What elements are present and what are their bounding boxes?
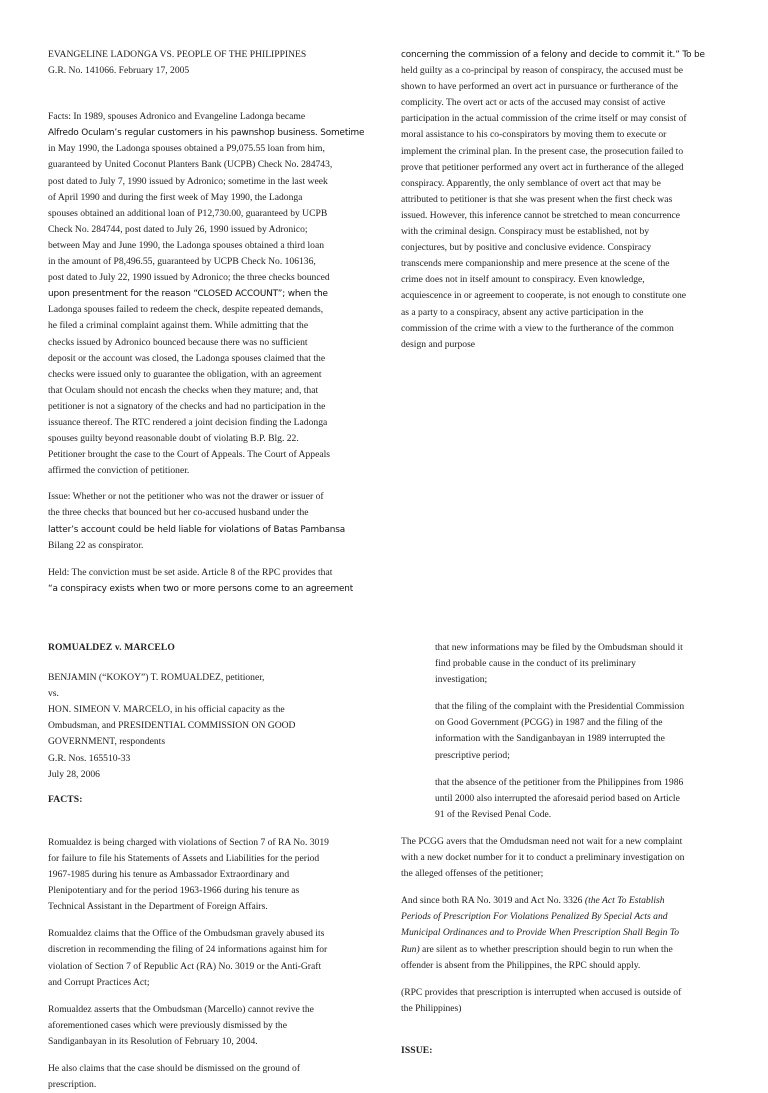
- case1-title: EVANGELINE LADONGA VS. PEOPLE OF THE PHILIPPINES: [48, 49, 307, 60]
- case1-held: Held: The conviction must be set aside. Article 8 of the RPC provides that “a conspiracy exists when two or more persons come to an agreement: [48, 566, 354, 594]
- case2-title: ROMUALDEZ v. MARCELO: [48, 642, 175, 653]
- case1-left-column: [48, 47, 366, 597]
- case2-prescription-paragraph: And since both RA No. 3019 and Act No. 3326 (the Act To Establish Periods of Prescription For Violations Penalized By Special Acts and Municipal Ordinances and to Provide When Prescription Shall Begin To Run) are silent as to whether prescription should begin to run when the offender is absent from the Philippines, the RPC should apply.: [401, 895, 680, 971]
- case2-parties: BENJAMIN (“KOKOY”) T. ROMUALDEZ, petitioner, vs. HON. SIMEON V. MARCELO, in his official capacity as the Ombudsman, and PRESIDENTIAL COMMISSION ON GOOD GOVERNMENT, respondents G.R. Nos. 165510-33 July 28, 2006: [48, 672, 296, 780]
- case2-argument-3: that the absence of the petitioner from the Philippines from 1986 until 2000 also interrupted the aforesaid period based on Article 91 of the Revised Penal Code.: [435, 776, 684, 820]
- case2-left-column: [48, 640, 366, 1093]
- case1-gr-number: G.R. No. 141066. February 17, 2005: [48, 65, 190, 77]
- case2-facts-heading: FACTS:: [48, 793, 83, 805]
- case2-facts-paragraph-1: Romualdez is being charged with violations of Section 7 of RA No. 3019 for failure to file his Statements of Assets and Liabilities for the period 1967-1985 during his tenure as Ambassador Extraordinary and Plenipotentiary and for the period 1963-1966 during his tenure as Technical Assistant in the Department of Foreign Affairs.: [48, 836, 329, 913]
- case1-continued-line-1: concerning the commission of a felony and decide to commit it.” To be: [401, 50, 705, 60]
- case1-issue: Issue: Whether or not the petitioner who was not the drawer or issuer of the three checks that bounced but her co-accused husband under the latter’s account could be held liable for violations of Batas Pambansa Bilang 22 as conspirator.: [48, 491, 346, 551]
- case1-right-column: concerning the commission of a felony and decide to commit it.” To be held guilty as a co-principal by reason of conspiracy, the accused must be shown to have performed an overt act in pursuance or furtherance of the complicity. The overt act or acts of the accused may consist of active participation in the actual commission of the crime itself or may consist of moral assistance to his co-conspirators by moving them to execute or implement the criminal plan. In the present case, the prosecution failed to prove that petitioner performed any overt act in furtherance of the alleged conspiracy. Apparently, the only semblance of overt act that may be attributed to petitioner is that she was present when the first check was issued. However, this inference cannot be stretched to mean concurrence with the criminal design. Conspiracy must be established, not by conjectures, but by positive and conclusive evidence. Conspiracy transcends mere companionship and mere presence at the scene of the crime does not in itself amount to conspiracy. Even knowledge, acquiescence in or agreement to cooperate, is not enough to constitute one as a party to a conspiracy, absent any active participation in the commission of the crime with a view to the furtherance of the common design and purpose: [401, 47, 721, 353]
- case2-facts-paragraph-2: Romualdez claims that the Office of the Ombudsman gravely abused its discretion in recommending the filing of 24 informations against him for violation of Section 7 of Republic Act (RA) No. 3019 or the Anti-Graft and Corrupt Practices Act;: [48, 928, 328, 988]
- case2-right-column: [401, 640, 721, 1059]
- case2-facts-paragraph-3: Romualdez asserts that the Ombudsman (Marcello) cannot revive the aforementioned cases which were previously dismissed by the Sandiganbayan in its Resolution of February 10, 2004.: [48, 1003, 314, 1047]
- case2-rpc-note: (RPC provides that prescription is interrupted when accused is outside of the Philippines): [401, 986, 682, 1014]
- case2-argument-1: that new informations may be filed by the Ombudsman should it find probable cause in the conduct of its preliminary investigation;: [435, 642, 683, 686]
- case2-pcgg-paragraph: The PCGG avers that the Omdudsman need not wait for a new complaint with a new docket number for it to conduct a preliminary investigation on the alleged offenses of the petitioner;: [401, 835, 685, 880]
- case2-issue-heading: ISSUE:: [401, 1044, 433, 1056]
- case2-facts-paragraph-4: He also claims that the case should be dismissed on the ground of prescription.: [48, 1062, 301, 1091]
- case1-facts: Facts: In 1989, spouses Adronico and Evangeline Ladonga became Alfredo Oculam’s regular customers in his pawnshop business. Sometime in May 1990, the Ladonga spouses obtained a P9,075.55 loan from him, guaranteed by United Coconut Planters Bank (UCPB) Check No. 284743, post dated to July 7, 1990 issued by Adronico; sometime in the last week of April 1990 and during the first week of May 1990, the Ladonga spouses obtained an additional loan of P12,730.00, guaranteed by UCPB Check No. 284744, post dated to July 26, 1990 issued by Adronico; between May and June 1990, the Ladonga spouses obtained a third loan in the amount of P8,496.55, guaranteed by UCPB Check No. 106136, post dated to July 22, 1990 issued by Adronico; the three checks bounced upon presentment for the reason “CLOSED ACCOUNT”; when the Ladonga spouses failed to redeem the check, despite repeated demands, he filed a criminal complaint against them. While admitting that the checks issued by Adronico bounced because there was no sufficient deposit or the account was closed, the Ladonga spouses claimed that the checks were issued only to guarantee the obligation, with an agreement that Oculam should not encash the checks when they mature; and, that petitioner is not a signatory of the checks and had no participation in the issuance thereof. The RTC rendered a joint decision finding the Ladonga spouses guilty beyond reasonable doubt of violating B.P. Blg. 22. Petitioner brought the case to the Court of Appeals. The Court of Appeals affirmed the conviction of petitioner.: [48, 111, 365, 477]
- case2-argument-2: that the filing of the complaint with the Presidential Commission on Good Government (PCGG) in 1987 and the filing of the information with the Sandiganbayan in 1989 interrupted the prescriptive period;: [435, 701, 685, 761]
